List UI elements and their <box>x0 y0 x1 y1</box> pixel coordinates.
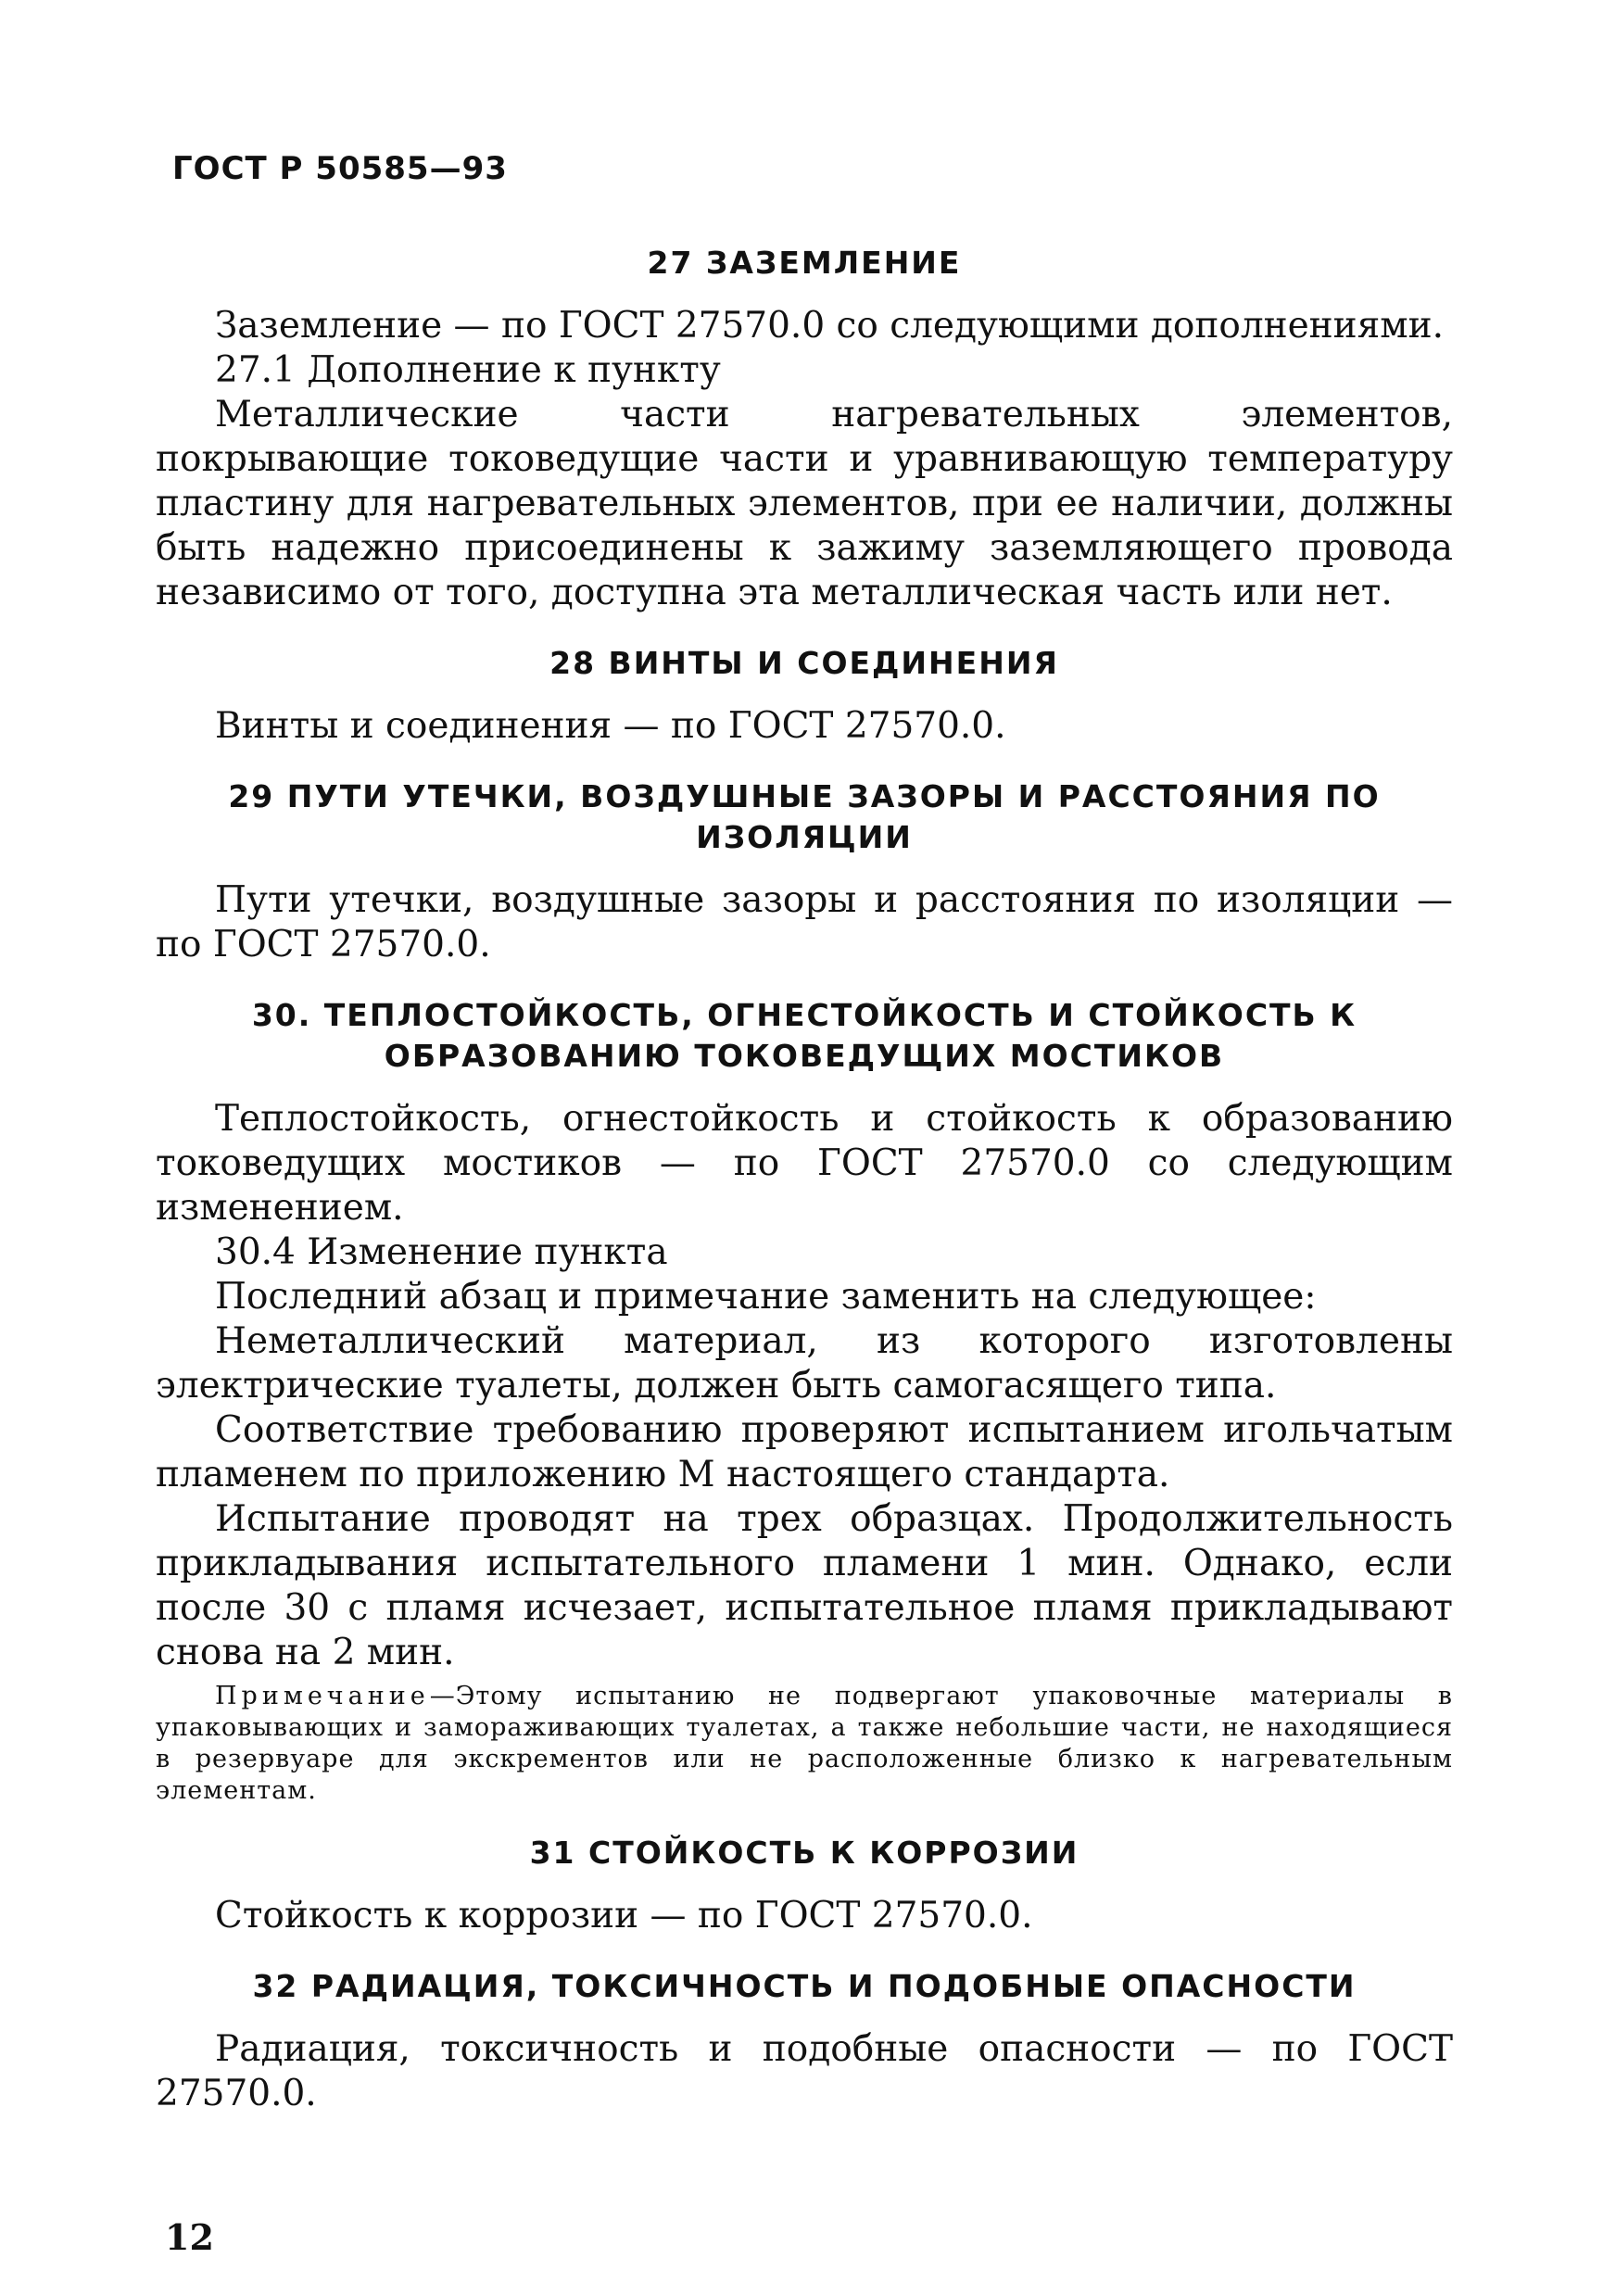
section-heading: 28 ВИНТЫ И СОЕДИНЕНИЯ <box>549 645 1059 681</box>
note-label: Примечание <box>215 1682 430 1710</box>
note <box>156 1681 1453 1807</box>
section-heading: 31 СТОЙКОСТЬ К КОРРОЗИИ <box>529 1835 1079 1871</box>
paragraph: Радиация, токсичность и подобные опасности — по ГОСТ 27570.0. <box>156 2028 1453 2114</box>
page-content <box>156 243 1453 2116</box>
paragraph: Заземление — по ГОСТ 27570.0 со следующими дополнениями. <box>215 305 1444 347</box>
section-32 <box>156 1966 1453 2116</box>
section-28 <box>156 643 1453 749</box>
paragraph: Стойкость к коррозии — по ГОСТ 27570.0. <box>215 1895 1033 1936</box>
section-30 <box>156 995 1453 1807</box>
paragraph: Последний абзац и примечание заменить на следующее: <box>215 1276 1317 1318</box>
page-number: 12 <box>165 2216 214 2258</box>
paragraph: Неметаллический материал, из которого изготовлены электрические туалеты, должен быть самогасящего типа. <box>156 1320 1453 1407</box>
paragraph: Винты и соединения — по ГОСТ 27570.0. <box>215 705 1006 747</box>
section-29 <box>156 776 1453 967</box>
section-31 <box>156 1833 1453 1938</box>
section-heading: 30. ТЕПЛОСТОЙКОСТЬ, ОГНЕСТОЙКОСТЬ И СТОЙКОСТЬ К ОБРАЗОВАНИЮ ТОКОВЕДУЩИХ МОСТИКОВ <box>251 997 1357 1074</box>
clause-reference: 27.1 Дополнение к пункту <box>215 349 721 391</box>
paragraph: Испытание проводят на трех образцах. Продолжительность прикладывания испытательного пламени 1 мин. Однако, если после 30 с пламя исчезает, испытательное пламя прикладывают снова на 2 мин. <box>156 1498 1453 1673</box>
section-27 <box>156 243 1453 615</box>
paragraph: Пути утечки, воздушные зазоры и расстояния по изоляции — по ГОСТ 27570.0. <box>156 879 1453 965</box>
note-text: —Этому испытанию не подвергают упаковочные материалы в упаковывающих и замораживающих туалетах, а также небольшие части, не находящиеся в резервуаре для экскрементов или не расположенные близко к нагревательным элементам. <box>156 1682 1453 1805</box>
paragraph: Соответствие требованию проверяют испытанием игольчатым пламенем по приложению М настоящего стандарта. <box>156 1409 1453 1495</box>
clause-reference: 30.4 Изменение пункта <box>215 1231 668 1273</box>
document-code-header: ГОСТ Р 50585—93 <box>172 150 508 187</box>
section-heading: 32 РАДИАЦИЯ, ТОКСИЧНОСТЬ И ПОДОБНЫЕ ОПАСНОСТИ <box>252 1968 1357 2004</box>
section-heading: 27 ЗАЗЕМЛЕНИЕ <box>647 245 962 281</box>
paragraph: Металлические части нагревательных элементов, покрывающие токоведущие части и уравнивающую температуру пластину для нагревательных элементов, при ее наличии, должны быть надежно присоединены к зажиму заземляющего провода независимо от того, доступна эта металлическая часть или нет. <box>156 394 1453 613</box>
section-heading: 29 ПУТИ УТЕЧКИ, ВОЗДУШНЫЕ ЗАЗОРЫ И РАССТОЯНИЯ ПО ИЗОЛЯЦИИ <box>228 778 1381 855</box>
paragraph: Теплостойкость, огнестойкость и стойкость к образованию токоведущих мостиков — по ГОСТ 27570.0 со следующим изменением. <box>156 1098 1453 1229</box>
